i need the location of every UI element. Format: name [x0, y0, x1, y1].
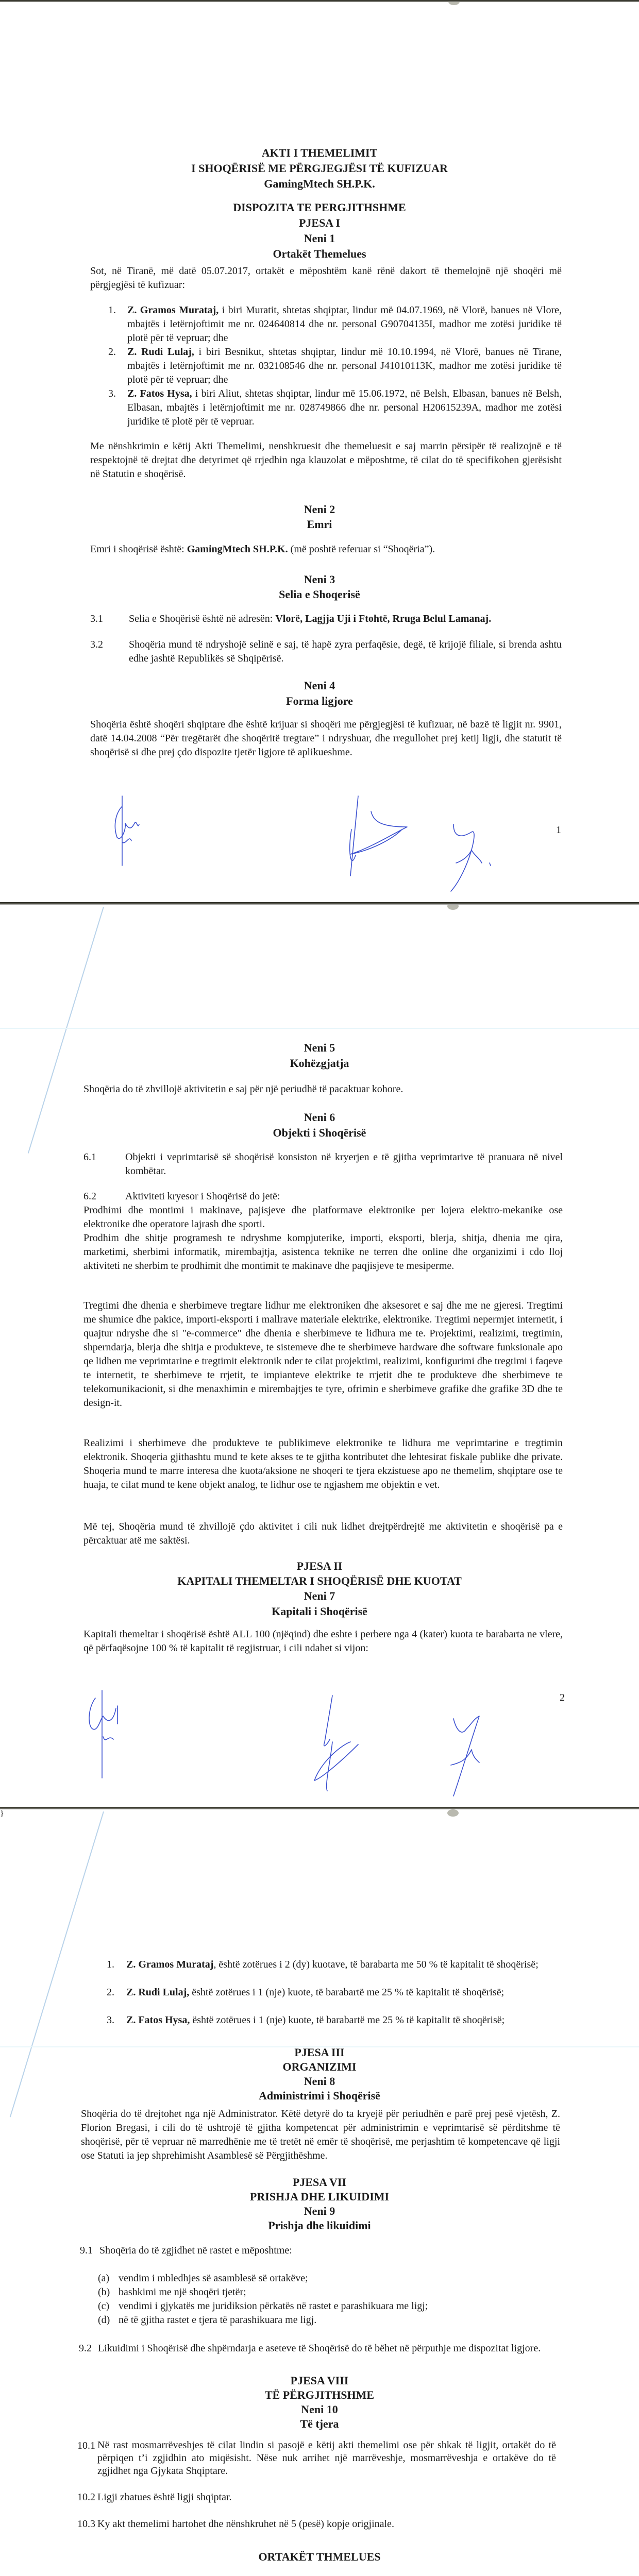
text: Emri i shoqërisë është:	[90, 544, 187, 555]
legal-form-paragraph: Shoqëria është shoqëri shqiptare dhe është krijuar si shoqëri me përgjegjësi të kufizuar, në bazë të ligjit nr. 9901, datë 14.04.2008 “Për tregëtarët dhe shoqëritë tregtare” i ndryshuar, dhe rregullohet prej ketij ligji, dhe statutit të shoqërisë si dhe prej çdo dispozite tjetër ligjore të aplikueshme.	[90, 719, 562, 758]
activity-paragraph: Më tej, Shoqëria mund të zhvillojë çdo aktivitet i cili nuk lidhet drejtpërdrejtë me aktivitetin e shoqërisë pa e përcaktuar atë me saktësi.	[83, 1521, 563, 1546]
clause-index: 10.3	[77, 2518, 95, 2530]
list-index: 1.	[108, 304, 116, 316]
founder-details: i biri Aliut, shtetas shqiptar, lindur më 15.06.1972, në Belsh, Elbasan, banues në Belsh, Elbasan, mbajtës i letërnjoftimit me nr. 028749866 dhe nr. personal H20615239A, madhor me zotësi juridike të plotë për të vepruar.	[127, 388, 562, 427]
part-title: PJESA III	[294, 2046, 345, 2059]
activity-paragraph: Tregtimi dhe dhenia e sherbimeve tregtare lidhur me elektroniken dhe aksesoret e saj dhe me ne gjeresi. Tregtimi me shumice dhe pakice, importi-eksporti i mallrave materiale elektrike, elektronike. Tregtimi nepermjet internetit, i quajtur ndryshe dhe si "e-commerce" dhe dhenia e sherbimeve te lidhura me te. Projektimi, realizimi, tregtimin, shperndarja, blerja dhe shitja e produkteve, te sistemeve dhe te sherbimeve hardware dhe software funksionale apo qe lidhen me veprimtarine e tregtimit elektronik nder te cilat projektimi, realizimi, konfigurimi dhe tregtimi i faqeve te internetit, te sherbimeve te rrjetit, te impianteve elektrike te rrjetit dhe te produkteve dhe sherbimeve te telekomunikacionit, si dhe menaxhimin e mirembajtjes te tyre, ofrimin e sherbimeve grafike dhe grafike 3D dhe te design-it.	[83, 1300, 563, 1409]
list-item	[127, 387, 562, 429]
clause-text: Ligji zbatues është ligji shqiptar.	[97, 2492, 232, 2503]
signatories-heading: ORTAKËT THMELUES	[258, 2550, 381, 2563]
signature-initials-1	[100, 793, 167, 871]
article-number: Neni 5	[304, 1041, 335, 1054]
page-number: 2	[560, 1692, 565, 1703]
article-title: Ortakët Themelues	[273, 247, 366, 260]
page-3	[0, 1809, 639, 2576]
clause-index: 6.2	[83, 1191, 96, 1202]
document-title: AKTI I THEMELIMIT	[261, 146, 378, 159]
capital-paragraph: Kapitali themeltar i shoqërisë është ALL 100 (njëqind) dhe eshte i perbere nga 4 (kater) kuota te barabarta ne vlere, që përfaqësojne 100 % të kapitalit të regjistruar, i cili ndahet si vijon:	[83, 1629, 563, 1654]
section-heading: DISPOZITA TE PERGJITHSHME	[233, 201, 406, 214]
duration-paragraph: Shoqëria do të zhvillojë aktivitetin e saj për një periudhë të pacaktuar kohore.	[83, 1083, 403, 1095]
company-name-bold: GamingMtech SH.P.K.	[187, 544, 288, 555]
article-number: Neni 3	[304, 573, 335, 586]
case-text: vendimi i gjykatës me juridiksion përkatës në rastet e parashikuara me ligj;	[119, 2300, 428, 2312]
clause-text: Objekti i veprimtarisë së shoqërisë konsiston në kryerjen e të gjitha veprimtarive të pranuara në nivel kombëtar.	[125, 1151, 563, 1177]
share-details: është zotërues i 1 (nje) kuote, të barabartë me 25 % të kapitalit të shoqërisë;	[189, 1987, 505, 1998]
clause-text: Shoqëria do të zgjidhet në rastet e mëposhtme:	[99, 2245, 292, 2256]
founder-details: i biri Muratit, shtetas shqiptar, lindur më 04.07.1969, në Vlorë, banues në Vlore, mbajtës i letërnjoftimit me nr. 024640814 dhe nr. personal G90704135I, madhor me zotësi juridike të plotë për të vepruar; dhe	[127, 304, 562, 344]
article-title: Kapitali i Shoqërisë	[272, 1605, 367, 1618]
text: Selia e Shoqërisë është në adresën:	[129, 613, 276, 624]
clause-index: 3.1	[90, 613, 103, 624]
article-title: Kohëzgjatja	[290, 1057, 349, 1070]
clause-index: 9.2	[79, 2343, 92, 2354]
address: Vlorë, Lagjja Uji i Ftohtë, Rruga Belul Lamanaj.	[275, 613, 492, 624]
company-name-paragraph	[90, 543, 562, 556]
clause-index: 9.1	[80, 2245, 93, 2256]
list-index: 1.	[107, 1959, 114, 1970]
case-label: (c)	[98, 2300, 110, 2312]
article-title: Forma ligjore	[286, 694, 353, 707]
founder-details: i biri Besnikut, shtetas shqiptar, lindur më 10.10.1994, në Vlorë, banues në Tirane, mbajtës i letërnjoftimit me nr. 032108546 dhe nr. personal J41010113K, madhor me zotësi juridike të plotë për të vepruar; dhe	[127, 346, 562, 385]
list-item	[126, 1986, 560, 1999]
signature-initials-3	[443, 814, 505, 896]
article-title: Administrimi i Shoqërisë	[259, 2089, 380, 2102]
case-text: bashkimi me një shoqëri tjetër;	[119, 2286, 246, 2298]
article-title: Të tjera	[300, 2417, 339, 2430]
intro-paragraph: Sot, në Tiranë, më datë 05.07.2017, ortakët e mëposhtëm kanë rënë dakort të themelojnë një shoqëri më përgjegjësi të kufizuar:	[90, 265, 562, 291]
article-number: Neni 9	[304, 2205, 335, 2217]
share-details: është zotërues i 1 (nje) kuote, të barabartë me 25 % të kapitalit të shoqërisë;	[190, 2014, 505, 2026]
page-1	[0, 0, 639, 903]
article-number: Neni 2	[304, 503, 335, 516]
list-item	[126, 2013, 560, 2027]
list-item	[127, 303, 562, 345]
article-title: Emri	[307, 518, 332, 531]
signature-initials-2	[340, 793, 412, 881]
part-name: ORGANIZIMI	[282, 2060, 357, 2073]
article-title: Objekti i Shoqërisë	[273, 1126, 366, 1139]
founder-name: Z. Gramos Murataj,	[127, 304, 219, 316]
scan-speck	[447, 905, 459, 910]
activity-paragraph: Prodhimi dhe montimi i makinave, pajisjeve dhe platformave elektronike per lojera elektro-mekanike ose elektronike dhe operatore lajrash dhe sporti.	[83, 1205, 563, 1230]
article-number: Neni 10	[301, 2403, 338, 2416]
clause-index: 3.2	[90, 639, 103, 650]
case-label: (a)	[98, 2273, 110, 2284]
activity-paragraph: Prodhim dhe shitje programesh te ndryshme kompjuterike, importi, eksporti, blerja, shitja, dhenia me qira, marketimi, sherbimi informatik, mirembajtja, asistenca teknike ne terren dhe online dhe organizimi i cdo lloj aktiviteti ne sherbim te prodhimit dhe montimit te makinave dhe paqjisjeve te mesiperme.	[83, 1232, 563, 1272]
list-index: 3.	[108, 388, 116, 399]
clause-text: Ky akt themelimi hartohet dhe nënshkruhet në 5 (pesë) kopje origjinale.	[97, 2518, 394, 2530]
article-title: Prishja dhe likuidimi	[268, 2219, 371, 2232]
page-edge	[0, 0, 639, 2]
list-index: 3.	[107, 2014, 114, 2026]
case-text: vendim i mbledhjes së asamblesë së ortakëve;	[119, 2273, 308, 2284]
case-label: (d)	[98, 2314, 110, 2326]
list-index: 2.	[107, 1987, 114, 1998]
share-details: , është zotërues i 2 (dy) kuotave, të barabarta me 50 % të kapitalit të shoqërisë;	[213, 1959, 539, 1970]
list-item	[126, 1958, 560, 1972]
signature-initials-2	[301, 1693, 374, 1796]
part-title: PJESA VII	[292, 2176, 347, 2189]
clause-index: 6.1	[83, 1151, 96, 1163]
article-number: Neni 7	[304, 1589, 335, 1602]
case-label: (b)	[98, 2286, 110, 2298]
page-2	[0, 905, 639, 1807]
owner-name: Z. Fatos Hysa,	[126, 2014, 190, 2026]
clause-index: 10.2	[77, 2492, 95, 2503]
activity-paragraph: Realizimi i sherbimeve dhe produkteve te publikimeve elektronike te lidhura me veprimtarine e tregtimin elektronik. Shoqeria gjithashtu mund te kete akses te te gjitha kontributet dhe lehtesirat fiskale publike dhe private. Shoqeria mund te marre interesa dhe kuota/aksione ne shoqeri te tjera ekzistuese apo ne themelim, shqiptare ose te huaja, te cilat mund te kene objekt analog, te lidhur ose te ngjashem me objektin e vet.	[83, 1437, 563, 1490]
founder-name: Z. Rudi Lulaj,	[127, 346, 194, 358]
part-name: PRISHJA DHE LIKUIDIMI	[249, 2190, 390, 2203]
list-index: 2.	[108, 346, 116, 358]
list-item	[127, 345, 562, 387]
closing-paragraph: Me nënshkrimin e këtij Akti Themelimi, nenshkruesit dhe themeluesit e saj marrin përsipër të realizojnë e të respektojnë të drejtat dhe detyrimet që rrjedhin nga klauzolat e mëposhtme, të cilat do të specifikohen gjerësisht në Statutin e shoqërisë.	[90, 440, 562, 480]
part-title: PJESA I	[298, 216, 341, 229]
article-number: Neni 4	[304, 679, 335, 692]
administration-paragraph: Shoqëria do të drejtohet nga një Administrator. Këtë detyrë do ta kryejë për periudhën e parë prej pesë vjetësh, Z. Florion Bregasi, i cili do të ushtrojë të gjitha kompetencat për administrimin e veprimtarisë së përditshme të shoqërisë, për të vepruar në marredhënie me të tretët në emër të shoqërisë, me perjashtim të kompetencave që ligji ose Statuti ia jep shprehimisht Asamblesë së Përgjithëshme.	[81, 2108, 560, 2161]
part-name: TË PËRGJITHSHME	[264, 2388, 375, 2401]
signature-initials-1	[85, 1688, 137, 1781]
clause-text: Likuidimi i Shoqërisë dhe shpërndarja e aseteve të Shoqërisë do të bëhet në përputhje me dispozitat ligjore.	[98, 2343, 541, 2354]
company-name: GamingMtech SH.P.K.	[264, 177, 375, 190]
signature-initials-3	[443, 1708, 505, 1801]
shares-list: 1. Z. Gramos Murataj, është zotërues i 2 (dy) kuotave, të barabarta me 50 % të kapitalit të shoqërisë; 2. Z. Rudi Lulaj, është zotërues i 1 (nje) kuote, të barabartë me 25 % të kapitalit të shoqërisë; 3. Z. Fatos Hysa, është zotërues i 1 (nje) kuote, të barabartë me 25 % të kapitalit të shoqërisë; }	[0, 1809, 639, 1819]
part-title: PJESA II	[296, 1560, 343, 1572]
scan-line	[0, 1028, 639, 1029]
article-title: Selia e Shoqerisë	[279, 588, 360, 601]
part-name: KAPITALI THEMELTAR I SHOQËRISË DHE KUOTAT	[177, 1574, 462, 1587]
text: (më poshtë referuar si “Shoqëria”).	[288, 544, 435, 555]
clause-index: 10.1	[77, 2440, 95, 2451]
clause-text: Shoqëria mund të ndryshojë selinë e saj, të hapë zyra perfaqësie, degë, të krijojë filiale, si brenda ashtu edhe jashtë Republikës së Shqipërisë.	[129, 639, 562, 664]
article-number: Neni 8	[304, 2075, 335, 2088]
clause-text	[129, 612, 562, 626]
clause-text: Në rast mosmarrëveshjes të cilat lindin si pasojë e këtij akti themelimi ose për shkak të ligjit, ortakët do të përpiqen t’i zgjidhin ato miqësisht. Nëse nuk arrihet një marrëveshje, mosmarrëveshja e ortakëve do të zgjidhet nga Gjykata Shqiptare.	[97, 2439, 556, 2477]
founder-name: Z. Fatos Hysa,	[127, 388, 192, 399]
page-number: 1	[556, 824, 561, 836]
owner-name: Z. Gramos Murataj	[126, 1959, 214, 1970]
part-title: PJESA VIII	[290, 2374, 349, 2387]
case-text: në të gjitha rastet e tjera të parashikuara me ligj.	[119, 2314, 317, 2326]
owner-name: Z. Rudi Lulaj,	[126, 1987, 190, 1998]
document-subtitle: I SHOQËRISË ME PËRGJEGJËSI TË KUFIZUAR	[191, 162, 448, 175]
clause-text: Aktiviteti kryesor i Shoqërisë do jetë:	[125, 1191, 280, 1202]
article-number: Neni 6	[304, 1111, 335, 1124]
scan-speck	[447, 1809, 459, 1817]
article-number: Neni 1	[304, 232, 335, 245]
